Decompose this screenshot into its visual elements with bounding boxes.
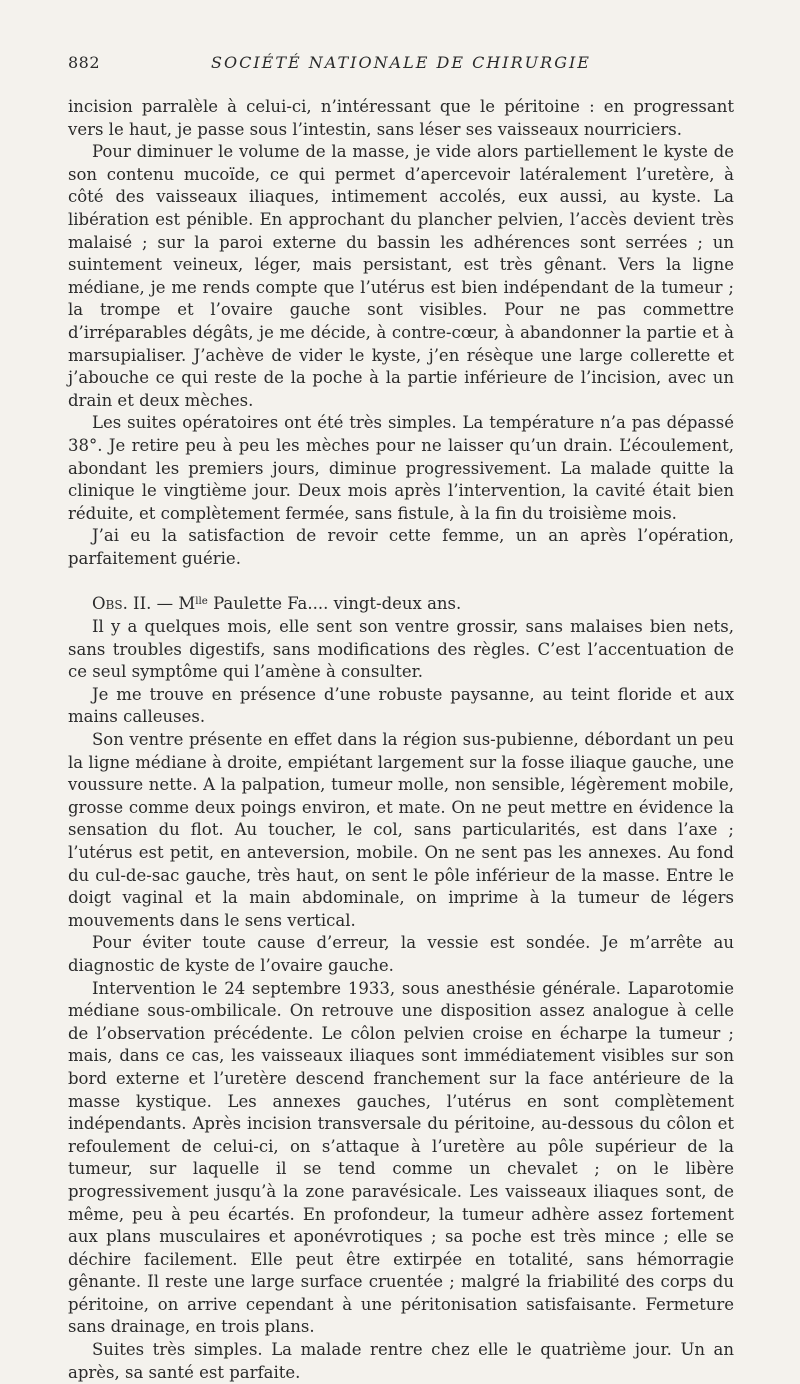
- paragraph: J’ai eu la satisfaction de revoir cette femme, un an après l’opération, parfaitement guérie.: [68, 526, 734, 568]
- paragraph: Il y a quelques mois, elle sent son ventre grossir, sans malaises bien nets, sans troubles digestifs, sans modifications des règles. C’est l’accentuation de ce seul symptôme qui l’amène à consulter.: [68, 617, 734, 682]
- observation-patient: Paulette Fa.... vingt-deux ans.: [207, 594, 462, 614]
- paragraph: Je me trouve en présence d’une robuste paysanne, au teint floride et aux mains calleuses.: [68, 684, 734, 727]
- observation-title-sup: lle: [195, 596, 208, 608]
- paragraph: Intervention le 24 septembre 1933, sous anesthésie générale. Laparotomie médiane sous-ombilicale. On retrouve une disposition assez analogue à celle de l’observation précédente. Le côlon pelvien croise en écharpe la tumeur ; mais, dans ce cas, les vaisseaux iliaques sont immédiatement visibles sur son bord externe et l’uretère descend franchement sur la face antérieure de la masse kystique. Les annexes gauches, l’utérus en sont complètement indépendants. Après incision transversale du péritoine, au-dessous du côlon et refoulement de celui-ci, on s’attaque à l’uretère au pôle supérieur de la tumeur, sur laquelle il se tend comme un chevalet ; on le libère progressivement jusqu’à la zone paravésicale. Les vaisseaux iliaques sont, de même, peu à peu écartés. En profondeur, la tumeur adhère assez fortement aux plans musculaires et aponévrotiques ; sa poche est très mince ; elle se déchire facilement. Elle peut être extirpée en totalité, sans hémorragie gênante. Il reste une large surface cruentée ; malgré la friabilité des corps du péritoine, on arrive cependant à une péritonisation satisfaisante. Fermeture sans drainage, en trois plans.: [68, 978, 734, 1337]
- paragraph: Les suites opératoires ont été très simples. La température n’a pas dépassé 38°. Je retire peu à peu les mèches pour ne laisser qu’un drain. L’écoulement, abondant les premiers jours, diminue progressivement. La malade quitte la clinique le vingtième jour. Deux mois après l’intervention, la cavité était bien réduite, et complètement fermée, sans fistule, à la fin du troisième mois.: [68, 413, 734, 523]
- observation-label: Obs. II.: [92, 594, 152, 614]
- paragraph: Pour diminuer le volume de la masse, je vide alors partiellement le kyste de son contenu mucoïde, ce qui permet d’apercevoir latéralement l’uretère, à côté des vaisseaux iliaques, intimement accolés, eux aussi, au kyste. La libération est pénible. En approchant du plancher pelvien, l’accès devient très malaisé ; sur la paroi externe du bassin les adhérences sont serrées ; un suintement veineux, léger, mais persistant, est très gênant. Vers la ligne médiane, je me rends compte que l’utérus est bien indépendant de la tumeur ; la trompe et l’ovaire gauche sont visibles. Pour ne pas commettre d’irréparables dégâts, je me décide, à contre-cœur, à abandonner la partie et à marsupialiser. J’achève de vider le kyste, j’en résèque une large collerette et j’abouche ce qui reste de la poche à la partie inférieure de l’incision, avec un drain et deux mèches.: [68, 142, 734, 410]
- observation-dash: — M: [151, 594, 196, 614]
- page-number: 882: [68, 53, 101, 72]
- paragraph: Son ventre présente en effet dans la région sus-pubienne, débordant un peu la ligne médiane à droite, empiétant largement sur la fosse iliaque gauche, une voussure nette. A la palpation, tumeur molle, non sensible, légèrement mobile, grosse comme deux poings environ, et mate. On ne peut mettre en évidence la sensation du flot. Au toucher, le col, sans particularités, est dans l’axe ; l’utérus est petit, en anteversion, mobile. On ne sent pas les annexes. Au fond du cul-de-sac gauche, très haut, on sent le pôle inférieur de la masse. Entre le doigt vaginal et la main abdominale, on imprime à la tumeur de légers mouvements dans le sens vertical.: [68, 730, 734, 930]
- running-header: [68, 53, 734, 75]
- paragraph: Pour éviter toute cause d’erreur, la vessie est sondée. Je m’arrête au diagnostic de kyste de l’ovaire gauche.: [68, 933, 734, 975]
- article-body: [68, 96, 734, 1384]
- paragraph: Suites très simples. La malade rentre chez elle le quatrième jour. Un an après, sa santé est parfaite.: [68, 1340, 734, 1382]
- paragraph: incision parralèle à celui-ci, n’intéressant que le péritoine : en progressant vers le haut, je passe sous l’intestin, sans léser ses vaisseaux nourriciers.: [68, 97, 734, 139]
- running-title: SOCIÉTÉ NATIONALE DE CHIRURGIE: [211, 53, 591, 72]
- observation-heading: [68, 593, 734, 616]
